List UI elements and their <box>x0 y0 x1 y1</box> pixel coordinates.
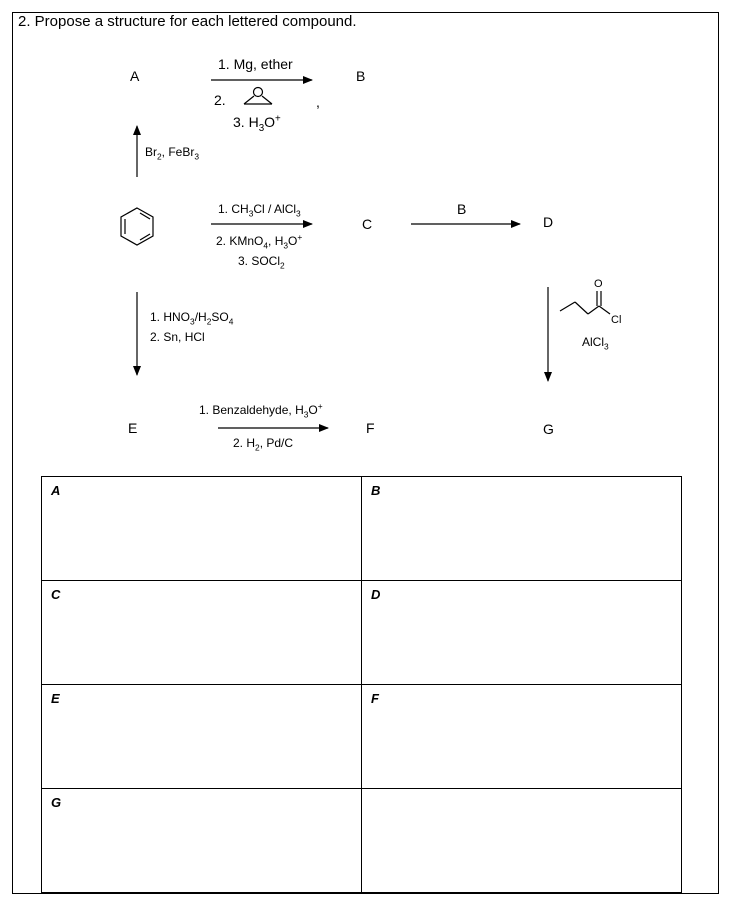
reagent-hno3-h2so4: 1. $HNO_3/H_2SO_4$ <box>150 310 234 327</box>
propanoyl-chloride-icon <box>560 291 610 314</box>
reagent-h3o-acid: 3. $H_3O^+$ <box>233 113 281 134</box>
answer-cell-empty[interactable] <box>361 788 682 893</box>
benzene-ring-icon <box>121 208 153 245</box>
compound-c-label: C <box>362 216 373 232</box>
answer-cell-c[interactable] <box>41 580 362 685</box>
acyl-oxygen-label: O <box>594 278 603 290</box>
epoxide-icon <box>244 88 272 105</box>
answer-cell-label: C <box>51 587 61 602</box>
reagent-h2-pdc: 2. $H_2$, Pd/C <box>233 436 294 453</box>
reagent-ch3cl-alcl3: 1. $CH_3Cl$ / AlCl$_3$ <box>218 202 301 219</box>
reagent-comma: , <box>316 94 320 110</box>
reagent-benzaldehyde: 1. Benzaldehyde, $H_3O^+$ <box>199 401 323 420</box>
reagent-alcl3: AlCl$_3$ <box>582 335 609 352</box>
answer-cell-d[interactable] <box>361 580 682 685</box>
question-title: 2. Propose a structure for each lettered compound. <box>18 13 357 30</box>
answer-cell-label: B <box>371 483 381 498</box>
answer-cell-label: E <box>51 691 60 706</box>
reagent-step2-number: 2. <box>214 92 226 108</box>
reagent-sn-hcl: 2. Sn, HCl <box>150 330 205 344</box>
answer-cell-label: G <box>51 795 62 810</box>
answer-cell-b[interactable] <box>361 476 682 581</box>
answer-cell-g[interactable] <box>41 788 362 893</box>
answer-cell-label: F <box>371 691 379 706</box>
reagent-socl2: 3. SOCl$_2$ <box>238 254 285 271</box>
reagent-kmno4-h3o: 2. KMnO$_4$, $H_3O^+$ <box>216 232 303 251</box>
compound-e-label: E <box>128 420 138 436</box>
answer-cell-e[interactable] <box>41 684 362 789</box>
reagent-mg-ether: 1. Mg, ether <box>218 56 293 72</box>
acyl-chloride-label: Cl <box>611 314 622 326</box>
compound-f-label: F <box>366 420 375 436</box>
reagent-br2-febr3: $Br_2$, FeBr$_3$ <box>145 145 200 162</box>
compound-a-label: A <box>130 68 140 84</box>
answer-cell-a[interactable] <box>41 476 362 581</box>
compound-d-label: D <box>543 214 554 230</box>
answer-cell-label: A <box>51 483 61 498</box>
answer-cell-f[interactable] <box>361 684 682 789</box>
reagent-compound-b: B <box>457 201 467 217</box>
answer-cell-label: D <box>371 587 381 602</box>
compound-b-label: B <box>356 68 366 84</box>
compound-g-label: G <box>543 421 554 437</box>
